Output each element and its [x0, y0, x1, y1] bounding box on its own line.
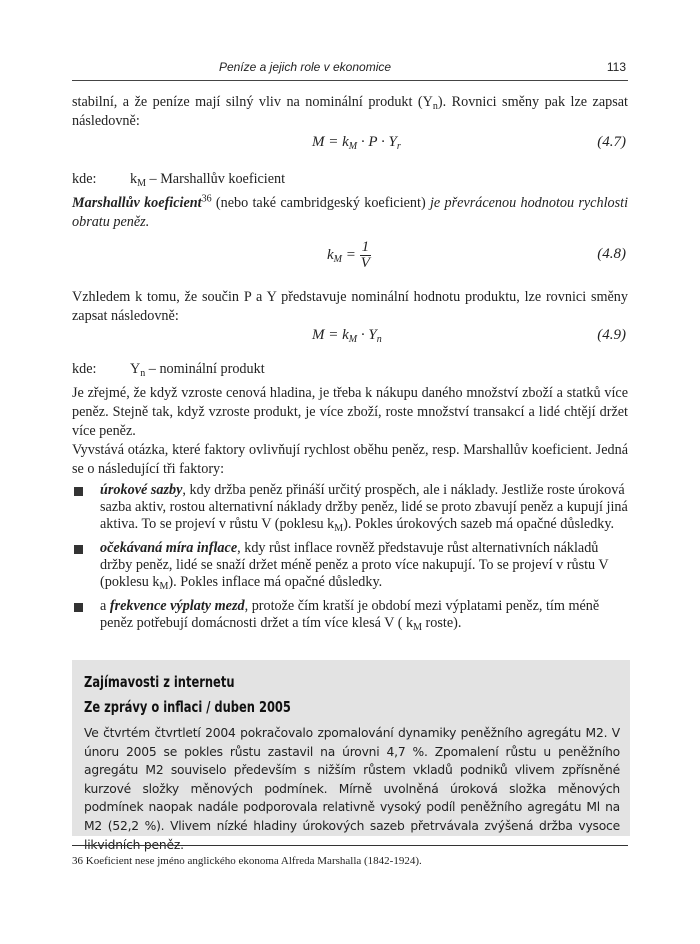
- page-number: 113: [606, 60, 626, 74]
- info-box: [72, 660, 630, 852]
- bullet-square-icon: [74, 545, 83, 554]
- footnote-divider: [72, 845, 628, 846]
- factor-list: [72, 482, 628, 639]
- bullet-square-icon: [74, 487, 83, 496]
- list-item: úrokové sazby, kdy držba peněz přináší určitý prospěch, ale i náklady. Jestliže roste úroková sazba aktiv, rostou alternativní náklady držby peněz, lidé se proto zbavují peněz a kupují jiná aktiva. To se projeví v růstu V (poklesu $k_M$). Pokles úrokových sazeb má opačné důsledky.: [72, 482, 628, 533]
- definition: kde: $Y_n$ – nominální produkt: [72, 361, 265, 379]
- paragraph: Je zřejmé, že když vzroste cenová hladina, je třeba k nákupu daného množství zboží a statků více peněz. Stejně tak, když vzroste produkt, je více zboží, roste množství transakcí a lidé chtějí držet více peněz.: [72, 385, 628, 439]
- paragraph: Vyvstává otázka, které faktory ovlivňují rychlost oběhu peněz, resp. Marshallův koeficient. Jedná se o následující tři faktory:: [72, 442, 628, 477]
- footnote: 36 Koeficient nese jméno anglického ekonoma Alfreda Marshalla (1842-1924).: [72, 855, 422, 867]
- paragraph: stabilní, a že peníze mají silný vliv na nominální produkt $(Y_n)$. Rovnici směny pak lze zapsat následovně:: [72, 94, 628, 129]
- equation-4-9: $M = k_M \cdot Y_n$ (4.9): [312, 327, 626, 345]
- equation-4-8: $k_M$ = $\frac{1}{V}$ (4.8): [327, 239, 626, 271]
- paragraph: Vzhledem k tomu, že součin P a Y představuje nominální hodnotu produktu, lze rovnici směny zapsat následovně:: [72, 289, 628, 324]
- equation-number: (4.7): [597, 134, 626, 150]
- footnote-ref[interactable]: 36: [201, 193, 212, 205]
- equation-number: (4.9): [597, 327, 626, 343]
- running-header: [72, 58, 628, 81]
- equation-4-7: $M = k_M \cdot P \cdot Y_r$ (4.7): [312, 134, 626, 152]
- box-body: Ve čtvrtém čtvrtletí 2004 pokračovalo zpomalování dynamiky peněžního agregátu M2. V únoru 2005 se pokles růstu zastavil na úrovni 4,7 %. Zpomalení růstu u peněžního agregátu M2 souviselo především s nižším růstem vkladů podniků vlivem zpřísněné kurzové složky měnových podmínek. Mírně uvolněná úroková složka měnových podmínek naopak nadále podporovala relativně vysoký podíl peněžního agregátu Ml na M2 (52,2 %). Vlivem nízké hladiny úrokových sazeb přetrvávala zvýšená držba vysoce likvidních peněz.: [84, 726, 620, 852]
- definition: kde: $k_M$ – Marshallův koeficient: [72, 171, 286, 189]
- list-item: očekávaná míra inflace, kdy růst inflace rovněž představuje růst alternativních nákladů držby peněz, lidé se snaží držet méně peněz a proto více nakupují. To se projeví v růstu V (poklesu $k_M$). Pokles inflace má opačné důsledky.: [72, 540, 628, 591]
- bullet-square-icon: [74, 603, 83, 612]
- list-item: a frekvence výplaty mezd, protože čím kratší je období mezi výplatami peněz, tím méně peněz potřebují domácnosti držet a tím více klesá V ( $k_M$ roste).: [72, 598, 628, 632]
- box-title: Zajímavosti z internetu: [84, 673, 235, 691]
- equation-number: (4.8): [597, 246, 626, 262]
- header-title: Peníze a jejich role v ekonomice: [218, 60, 392, 74]
- box-subtitle: Ze zprávy o inflaci / duben 2005: [84, 698, 291, 716]
- paragraph: Marshallův koeficient$^{36}$ (nebo také cambridgeský koeficient) je převrácenou hodnotou rychlosti obratu peněz.: [72, 193, 629, 230]
